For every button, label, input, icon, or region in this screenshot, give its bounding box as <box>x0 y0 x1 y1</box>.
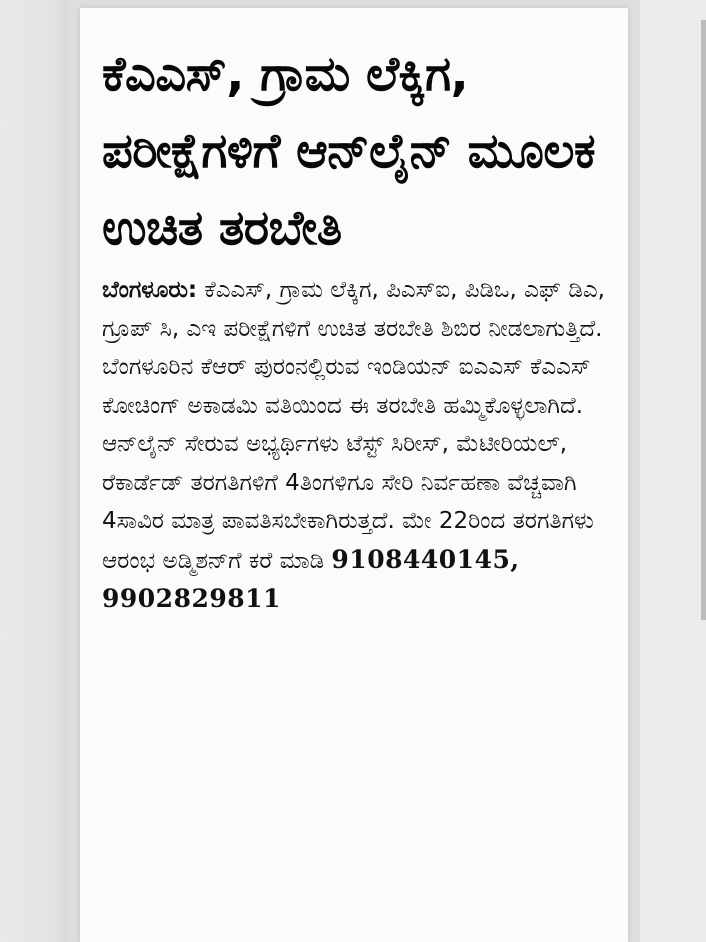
newspaper-clipping <box>80 8 628 942</box>
contact-phone-numbers: 9108440145, 9902829811 <box>102 544 520 613</box>
article-body-text: ಕೆಎಎಸ್, ಗ್ರಾಮ ಲೆಕ್ಕಿಗ, ಪಿಎಸ್‌ಐ, ಪಿಡಿಒ, ಎಫ್ ಡಿಎ, ಗ್ರೂಪ್ ಸಿ, ಎಇ ಪರೀಕ್ಷೆಗಳಿಗೆ ಉಚಿತ ತರಬೇತಿ ಶಿಬಿರ ನೀಡಲಾಗುತ್ತಿದೆ. ಬೆಂಗಳೂರಿನ ಕೆಆರ್ ಪುರಂನಲ್ಲಿರುವ ಇಂಡಿಯನ್ ಐಎಎಸ್ ಕೆಎಎಸ್ ಕೋಚಿಂಗ್ ಅಕಾಡಮಿ ವತಿಯಿಂದ ಈ ತರಬೇತಿ ಹಮ್ಮಿಕೊಳ್ಳಲಾಗಿದೆ. ಆನ್‌ಲೈನ್ ಸೇರುವ ಅಭ್ಯರ್ಥಿಗಳು ಟೆಸ್ಟ್ ಸಿರೀಸ್, ಮೆಟೀರಿಯಲ್, ರೆಕಾರ್ಡೆಡ್ ತರಗತಿಗಳಿಗೆ 4ತಿಂಗಳಿಗೂ ಸೇರಿ ನಿರ್ವಹಣಾ ವೆಚ್ಚವಾಗಿ 4ಸಾವಿರ ಮಾತ್ರ ಪಾವತಿಸಬೇಕಾಗಿರುತ್ತದೆ. ಮೇ 22ರಿಂದ ತರಗತಿಗಳು ಆರಂಭ ಅಡ್ಮಿಶನ್‌ಗೆ ಕರೆ ಮಾಡಿ <box>102 277 605 574</box>
article-headline: ಕೆಎಎಸ್, ಗ್ರಾಮ ಲೆಕ್ಕಿಗ, ಪರೀಕ್ಷೆಗಳಿಗೆ ಆನ್‌ಲೈನ್ ಮೂಲಕ ಉಚಿತ ತರಬೇತಿ <box>102 46 596 256</box>
article-dateline: ಬೆಂಗಳೂರು: <box>102 277 198 303</box>
article-body <box>102 271 612 620</box>
scrollbar[interactable] <box>701 20 706 620</box>
page-background-right <box>640 0 706 942</box>
page-background-left <box>0 0 68 942</box>
